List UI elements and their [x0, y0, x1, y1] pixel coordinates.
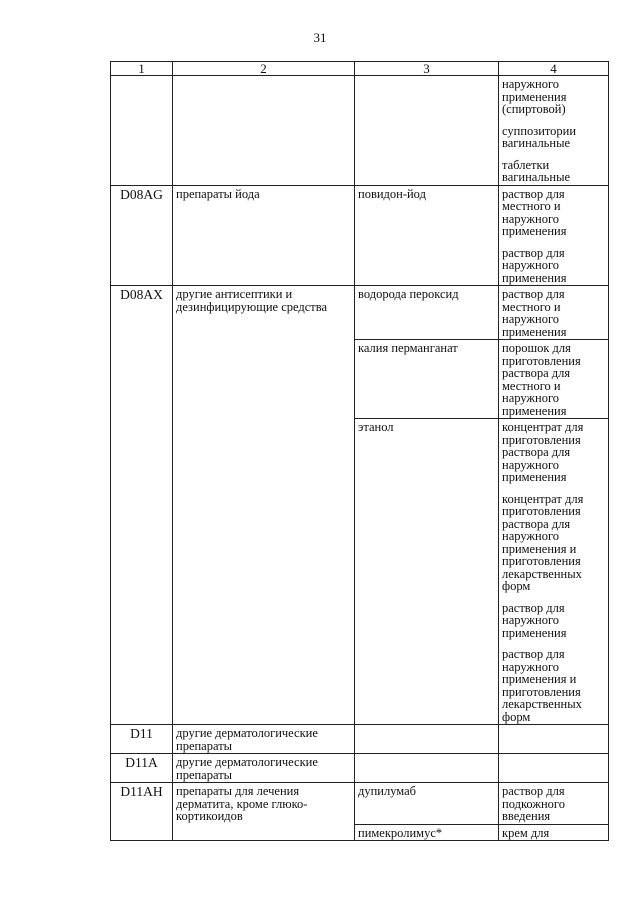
- code-cell: D08AG: [111, 185, 173, 286]
- substance-cell: водорода пероксид: [355, 286, 499, 340]
- forms-cell: [499, 754, 609, 783]
- forms-cell: [499, 340, 609, 419]
- group-cell: другие дерматологические препараты: [173, 754, 355, 783]
- dosage-form: раствор для местного и наружного применения: [502, 287, 567, 339]
- substance-cell: повидон-йод: [355, 185, 499, 286]
- table-row: [111, 185, 609, 286]
- dosage-form: концентрат для приготовления раствора для наружного применения и приготовления лекарственных форм: [502, 491, 584, 593]
- substance-cell: [355, 76, 499, 186]
- substance-cell: калия перманганат: [355, 340, 499, 419]
- code-cell: D11AH: [111, 783, 173, 841]
- dosage-form: крем для: [502, 825, 550, 840]
- code-cell: D11: [111, 725, 173, 754]
- dosage-form: раствор для наружного применения: [502, 600, 567, 640]
- dosage-form: раствор для местного и наружного применения: [502, 186, 567, 238]
- forms-cell: [499, 76, 609, 186]
- group-cell: препараты йода: [173, 185, 355, 286]
- dosage-form: раствор для наружного применения: [502, 245, 567, 285]
- forms-cell: [499, 725, 609, 754]
- dosage-form: концентрат для приготовления раствора для наружного применения: [502, 420, 584, 484]
- code-cell: D11A: [111, 754, 173, 783]
- dosage-form: суппозитории вагинальные: [502, 123, 577, 150]
- substance-cell: [355, 725, 499, 754]
- substance-cell: дупилумаб: [355, 783, 499, 825]
- table-row: [111, 754, 609, 783]
- group-cell: [173, 76, 355, 186]
- forms-cell: [499, 783, 609, 825]
- forms-cell: [499, 286, 609, 340]
- dosage-form: раствор для подкожного введения: [502, 784, 565, 823]
- code-cell: D08AX: [111, 286, 173, 725]
- substance-cell: [355, 754, 499, 783]
- header-col-3: 3: [355, 62, 499, 76]
- table-header-row: [111, 62, 609, 76]
- dosage-form: наружного применения (спиртовой): [502, 77, 567, 116]
- substance-cell: этанол: [355, 419, 499, 725]
- table-row: [111, 76, 609, 186]
- header-col-1: 1: [111, 62, 173, 76]
- table-row: [111, 286, 609, 340]
- code-cell: [111, 76, 173, 186]
- substance-cell: пимекролимус*: [355, 824, 499, 841]
- header-col-2: 2: [173, 62, 355, 76]
- group-cell: другие дерматологические препараты: [173, 725, 355, 754]
- forms-cell: [499, 185, 609, 286]
- dosage-form: таблетки вагинальные: [502, 157, 571, 184]
- group-cell: препараты для лечения дерматита, кроме глюко-кортикоидов: [173, 783, 355, 841]
- medicines-table: [110, 61, 609, 841]
- header-col-4: 4: [499, 62, 609, 76]
- forms-cell: [499, 419, 609, 725]
- dosage-form: порошок для приготовления раствора для местного и наружного применения: [502, 341, 581, 418]
- group-cell: другие антисептики и дезинфицирующие средства: [173, 286, 355, 725]
- forms-cell: [499, 824, 609, 841]
- dosage-form: раствор для наружного применения и приготовления лекарственных форм: [502, 647, 582, 724]
- page-number: 31: [313, 30, 327, 45]
- table-row: [111, 725, 609, 754]
- table-row: [111, 783, 609, 825]
